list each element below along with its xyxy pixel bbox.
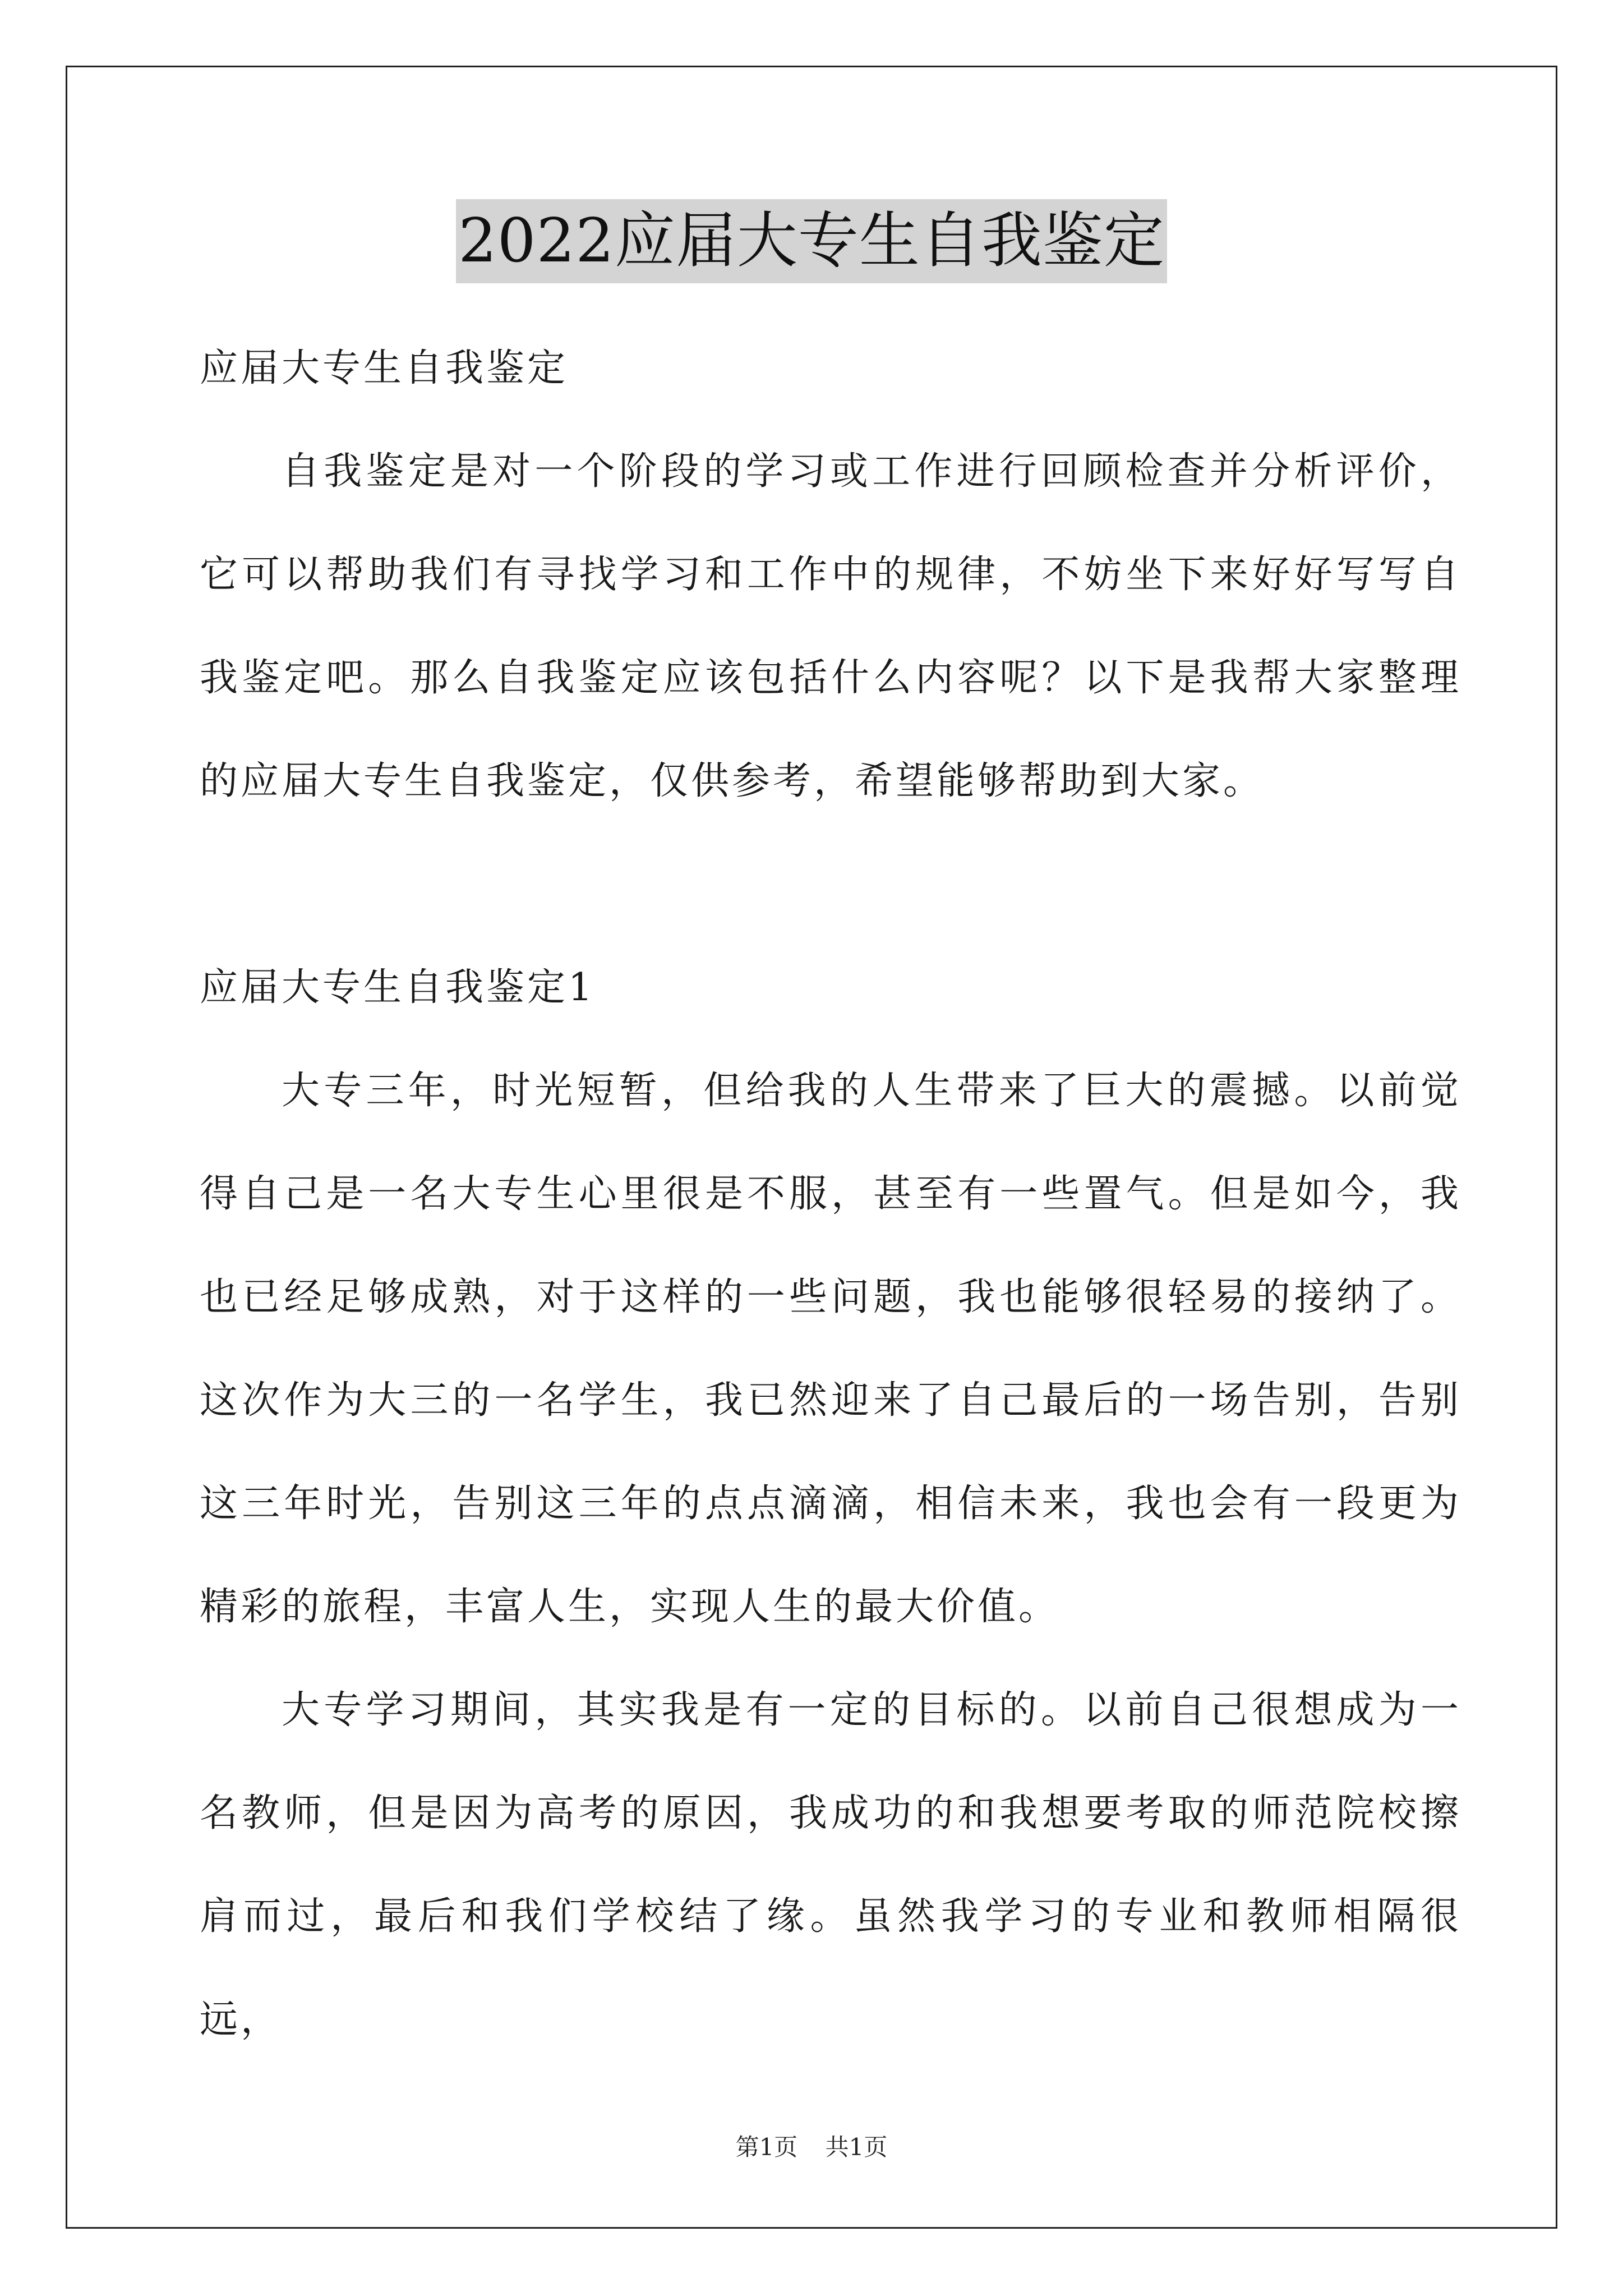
body-paragraph-1: 大专三年，时光短暂，但给我的人生带来了巨大的震撼。以前觉得自己是一名大专生心里很是不服，甚至有一些置气。但是如今，我也已经足够成熟，对于这样的一些问题，我也能够很轻易的接纳了。这次作为大三的一名学生，我已然迎来了自己最后的一场告别，告别这三年时光，告别这三年的点点滴滴，相信未来，我也会有一段更为精彩的旅程，丰富人生，实现人生的最大价值。 [200,1069,1461,1629]
intro-paragraph: 自我鉴定是对一个阶段的学习或工作进行回顾检查并分析评价，它可以帮助我们有寻找学习和工作中的规律，不妨坐下来好好写写自我鉴定吧。那么自我鉴定应该包括什么内容呢？以下是我帮大家整理的应届大专生自我鉴定，仅供参考，希望能够帮助到大家。 [200,449,1461,803]
subtitle: 应届大专生自我鉴定 [200,346,569,390]
page-number-current: 第1页 [735,2133,798,2161]
document-body [200,317,1461,2072]
section-heading: 应届大专生自我鉴定1 [200,965,596,1010]
title-container [0,199,1623,283]
page-footer [0,2129,1623,2162]
page-number-total: 共1页 [825,2133,888,2161]
document-title: 2022应届大专生自我鉴定 [456,199,1167,283]
body-paragraph-2: 大专学习期间，其实我是有一定的目标的。以前自己很想成为一名教师，但是因为高考的原因，我成功的和我想要考取的师范院校擦肩而过，最后和我们学校结了缘。虽然我学习的专业和教师相隔很远， [200,1688,1461,2042]
